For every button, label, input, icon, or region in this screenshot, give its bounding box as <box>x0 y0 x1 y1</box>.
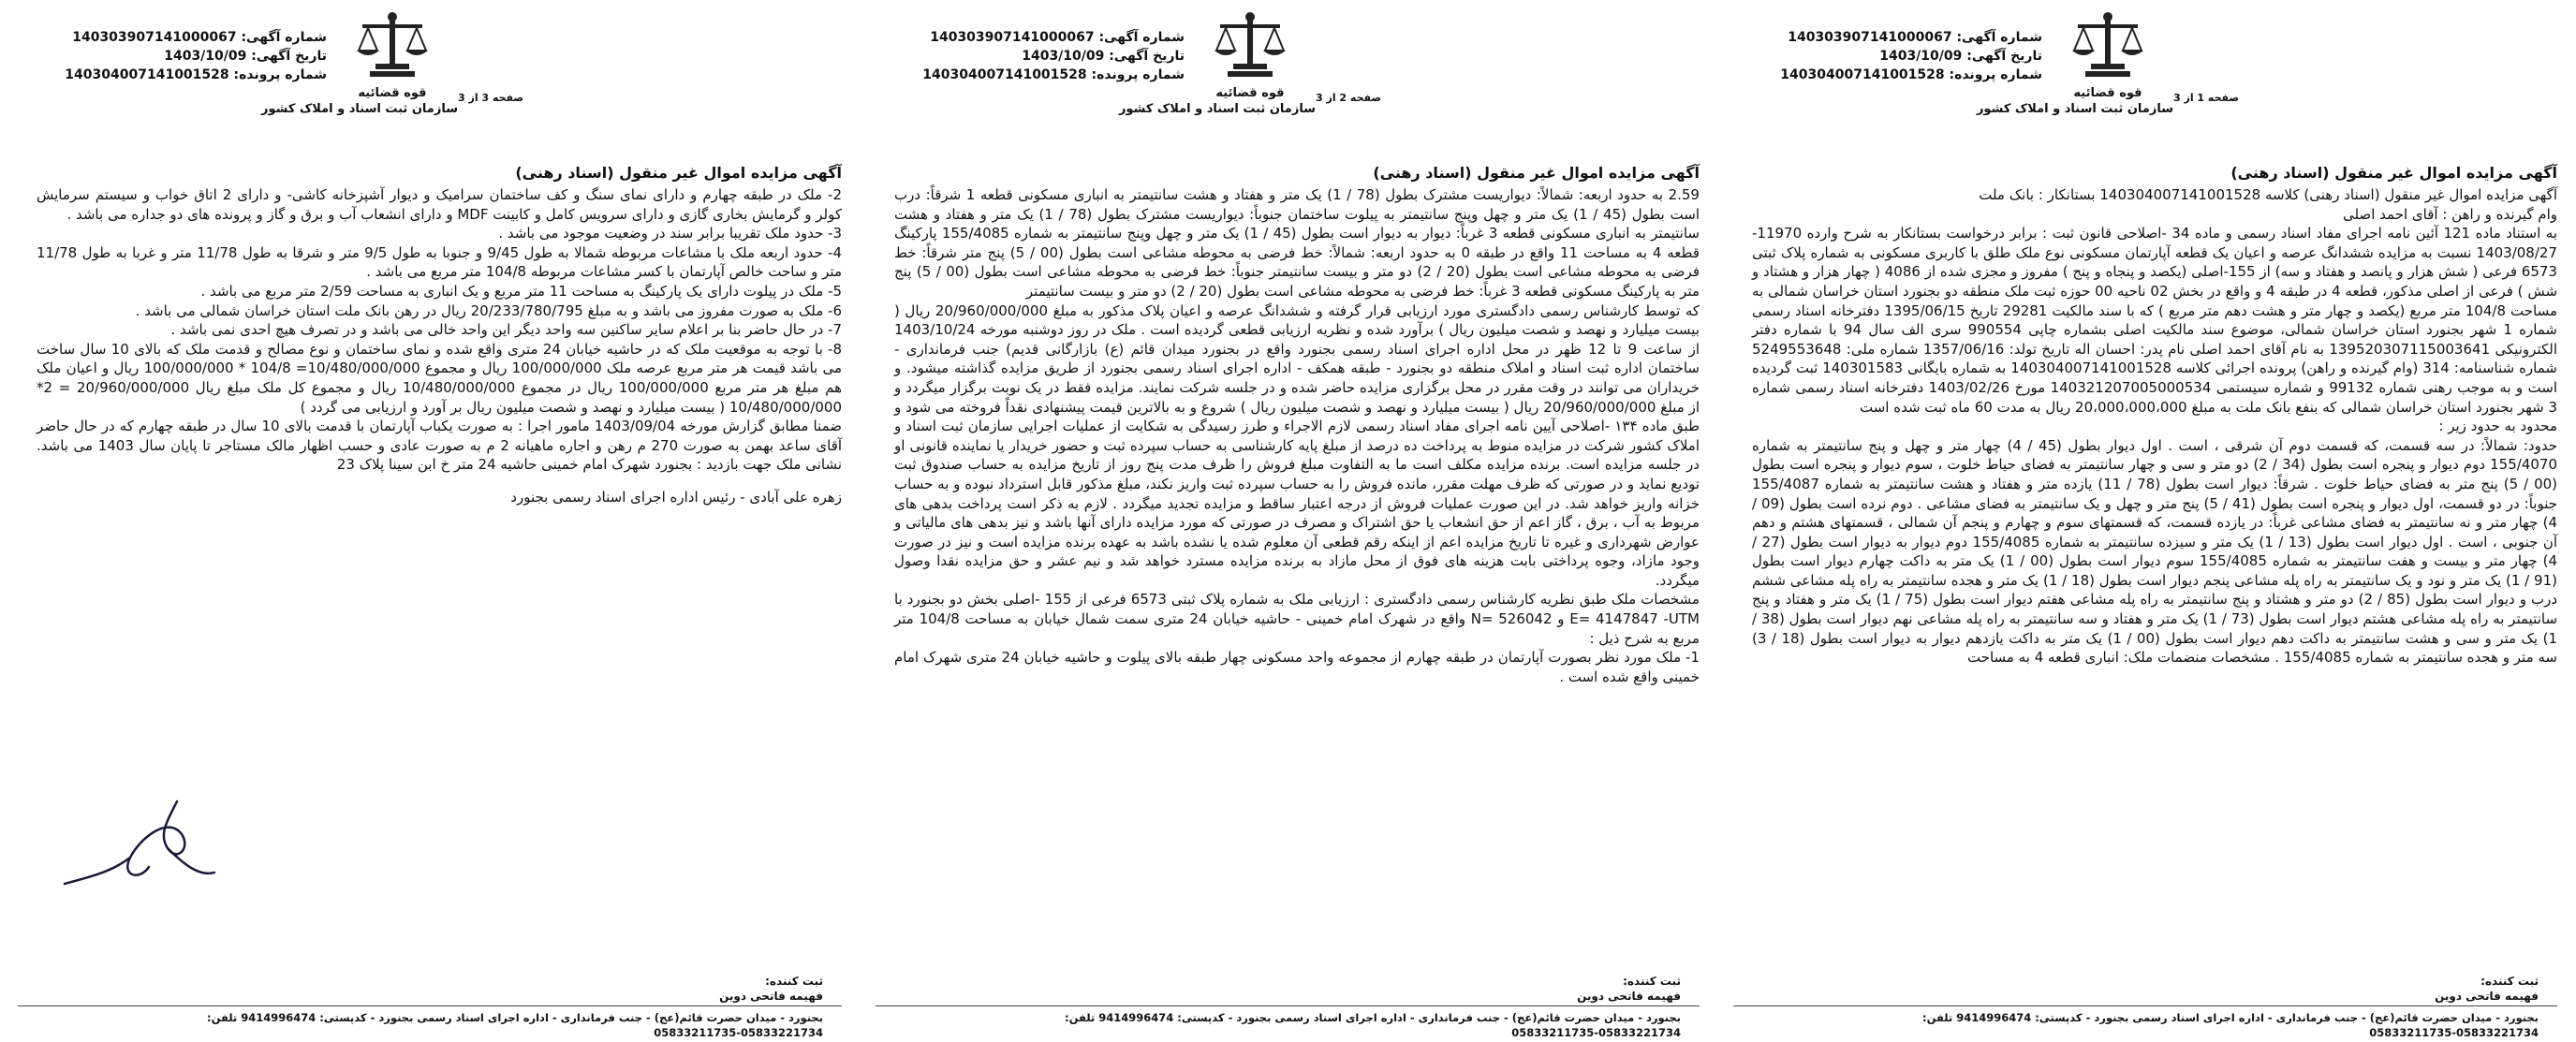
footer-divider <box>18 1005 842 1006</box>
notice-date-label: تاریخ آگهی: <box>1966 49 2042 64</box>
registrar-name: فهیمه فاتحی دوین <box>2435 990 2539 1003</box>
notice-title: آگهی مزایده اموال غیر منقول (اسناد رهنی) <box>1373 164 1700 182</box>
paragraph: 5- ملک در پیلوت دارای یک پارکینگ به مساحت 11 متر مربع و یک انباری به مساحت 2/59 متر مربع می باشد . <box>200 282 842 300</box>
office-address: بجنورد - میدان حضرت قائم(عج) - جنب فرمانداری - اداره اجرای اسناد رسمی بجنورد - کدپستی: 9414996474 تلفن: <box>1065 1011 1681 1024</box>
notice-body <box>1752 185 2557 668</box>
notice-meta <box>876 28 1185 84</box>
paragraph: به استناد ماده 121 آئین نامه اجرای مفاد اسناد رسمی و ماده 34 -اصلاحی قانون ثبت : برابر درخواست بستانکار به شرح وارده 11970- 1403/08/27 نسبت به مزایده ششدانگ عرصه و اعیان یک قطعه آپارتمان مسکونی نوع ملک طلق با کاربری مسکونی به شماره پلاک ثبتی 6573 فرعی ( شش هزار و پانصد و هفتاد و سه) از 155-اصلی (یکصد و پنجاه و پنج ) مفروز و مجزی شده از 4086 ( چهار هزار و هشتاد و شش ) فرعی از اصلی مذکور، قطعه 4 در طبقه 4 و واقع در بخش 02 ناحیه 00 حوزه ثبت ملک منطقه دو بجنورد استان خراسان شمالی به مساحت 104/8 متر مربع (یکصد و چهار متر و هشت دهم متر مربع ) که با سند مالکیت 29281 تاریخ 1395/06/15 دفترخانه اسناد رسمی شماره 1 شهر بجنورد استان خراسان شمالی، موضوع سند مالکیت اصلی بشماره چاپی 990554 سری الف سال 94 با شماره دفتر الکترونیکی 139520307115003641 به نام آقای احمد اصلی نام پدر: احسان اله تاریخ تولد: 1357/06/16 شماره ملی: 5249553648 شماره شناسنامه: 314 (وام گیرنده و راهن) پرونده اجرائی کلاسه 140304007141001528 به شماره بایگانی 140301583 ثبت گردیده است و به موجب رهنی شماره 99132 و شماره سیستمی 140321207005000534 مورخ 1403/02/26 دفترخانه اسناد رسمی شماره 3 شهر بجنورد استان خراسان شمالی که بنفع بانک ملت به مبلغ 20،000،000،000 ریال به مدت 60 ماه ثبت شده است <box>1752 225 2558 416</box>
footer <box>1733 974 2557 1040</box>
page-label: صفحه 1 از 3 <box>2173 92 2240 104</box>
notice-number-label: شماره آگهی: <box>241 30 327 45</box>
scales-emblem-icon <box>355 9 430 84</box>
notice-title: آگهی مزایده اموال غیر منقول (اسناد رهنی) <box>2230 164 2557 182</box>
registrar-name: فهیمه فاتحی دوین <box>719 990 823 1003</box>
paragraph: 7- در حال حاضر بنا بر اعلام سایر ساکنین سه واحد دیگر این واحد خالی می باشد و در تصرف هیچ احدی نمی باشد . <box>170 321 842 339</box>
notice-title: آگهی مزایده اموال غیر منقول (اسناد رهنی) <box>515 164 842 182</box>
office-phones: 05833211735-05833221734 <box>2369 1026 2539 1039</box>
office-phones: 05833211735-05833221734 <box>654 1026 823 1039</box>
paragraph: 6- ملک به صورت مفروز می باشد و به مبلغ 20/233/780/795 ریال در رهن بانک ملت استان خراسان شمالی می باشد . <box>135 301 842 319</box>
org-subtitle: قوه قضائیه <box>2073 86 2142 100</box>
page-1 <box>1733 0 2576 1042</box>
paragraph: محدود به حدود زیر : <box>2438 418 2557 435</box>
file-number-label: شماره پرونده: <box>1949 67 2042 82</box>
office-phones: 05833211735-05833221734 <box>1511 1026 1681 1039</box>
office-address: بجنورد - میدان حضرت قائم(عج) - جنب فرمانداری - اداره اجرای اسناد رسمی بجنورد - کدپستی: 9414996474 تلفن: <box>1922 1011 2539 1024</box>
handwritten-signature <box>27 783 233 895</box>
org-name: سازمان ثبت اسناد و املاک کشور <box>1118 102 1316 116</box>
notice-number-label: شماره آگهی: <box>1956 30 2042 45</box>
paragraph: 2- ملک در طبقه چهارم و دارای نمای سنگ و کف ساختمان سرامیک و دیوار آشپزخانه کاشی- و دارای 2 اتاق خواب و سیستم سرمایش کولر و گرمایش بخاری گازی و دارای سرویس کامل و کابینت MDF و دارای انشعاب آب و برق و گاز و پرونده های دو جداره می باشد . <box>37 186 842 223</box>
notice-number: 140303907141000067 <box>930 30 1095 45</box>
org-name: سازمان ثبت اسناد و املاک کشور <box>260 102 458 116</box>
registrar-label: ثبت کننده: <box>1623 975 1681 988</box>
page-label: صفحه 3 از 3 <box>458 92 524 104</box>
paragraph: 2.59 به حدود اربعه: شمالاً: دیواریست مشترک بطول (78 / 1) یک متر و هفتاد و هشت سانتیمتر به انباری مسکونی قطعه 1 شرقاً: درب است بطول (45 / 1) یک متر و چهل وپنج سانتیمتر به پیلوت ساختمان جنوباً: دیواریست مشترک بطول (78 / 1) یک متر و هفتاد و هشت سانتیمتر به انباری مسکونی قطعه 3 غرباً: دیوار به دیوار است بطول (45 / 1) یک متر و چهل وپنج سانتیمتر به شماره 155/4085 پارکینگ قطعه 4 به مساحت 11 واقع در طبقه 0 به حدود اربعه: شمالاً: خط فرضی به محوطه مشاعی است بطول (00 / 5) پنج متر شرقاً: خط فرضی به محوطه مشاعی است بطول (20 / 2) دو متر و بیست سانتیمتر جنوباً: خط فرضی به محوطه مشاعی است بطول (00 / 5) پنج متر به پارکینگ مسکونی قطعه 3 غرباً: خط فرضی به محوطه مشاعی است بطول (20 / 2) دو متر و بیست سانتیمتر <box>894 186 1700 300</box>
footer <box>876 974 1700 1040</box>
notice-meta <box>1733 28 2042 84</box>
registrar-name: فهیمه فاتحی دوین <box>1577 990 1681 1003</box>
file-number-label: شماره پرونده: <box>1091 67 1185 82</box>
file-number-label: شماره پرونده: <box>233 67 327 82</box>
signatory: زهره علی آبادی - رئیس اداره اجرای اسناد رسمی بجنورد <box>510 488 842 506</box>
registrar-label: ثبت کننده: <box>2480 975 2539 988</box>
notice-date-label: تاریخ آگهی: <box>1109 49 1185 64</box>
footer-divider <box>1733 1005 2557 1006</box>
notice-date: 1403/10/09 <box>164 49 247 64</box>
notice-number: 140303907141000067 <box>72 30 237 45</box>
paragraph: که توسط کارشناس رسمی دادگستری مورد ارزیابی قرار گرفته و ششدانگ عرصه و اعیان پلاک مذکور به مبلغ 20/960/000/000 ریال ( بیست میلیارد و نهصد و شصت میلیون ریال ) برآورد شده و نظریه ارزیابی قطعی گردیده است . ملک در روز دوشنبه مورخه 1403/10/24 از ساعت 9 تا 12 ظهر در محل اداره اجرای اسناد رسمی بجنورد واقع در بجنورد میدان قائم (ع) بازارگانی قدیم) جنب فرمانداری - ساختمان اداره ثبت اسناد و املاک منطقه دو بجنورد - طبقه همکف - اداره اجرای اسناد رسمی بجنورد از طریق مزایده گذاشته میشود. و خریداران می توانند در وقت مقرر در محل برگزاری مزایده حاضر شده و در جلسه شرکت نمایند. مزایده فقط در یک نوبت برگزار میگردد و از مبلغ 20/960/000/000 ریال ( بیست میلیارد و نهصد و شصت میلیون ریال ) شروع و به بالاترین قیمت پیشنهادی نقداً فروخته می شود و طبق ماده ۱۳۴ -اصلاحی آیین نامه اجرای مفاد اسناد رسمی لازم الاجراء و طرز رسیدگی به شکایت از عملیات اجرایی سازمان ثبت اسناد و املاک کشور شرکت در مزایده منوط به پرداخت ده درصد از مبلغ پایه کارشناسی به حساب سپرده ثبت و حضور خریدار یا نماینده قانونی او در جلسه مزایده است. برنده مزایده مکلف است ما به التفاوت مبلغ فروش را ظرف مدت پنج روز از تاریخ مزایده به حساب صندوق ثبت تودیع نماید و در صورتی که ظرف مهلت مقرر، مانده فروش را به حساب سپرده ثبت واریز نکند، مبلغ مذکور قابل استرداد نبوده و به حساب خزانه واریز خواهد شد. در این صورت عملیات فروش از درجه اعتبار ساقط و مزایده تجدید میگردد . لازم به ذکر است پرداخت بدهی های مربوط به آب ، برق ، گاز اعم از حق انشعاب یا حق اشتراک و مصرف در صورتی که مورد مزایده دارای آنها باشد و نیز بدهی های مالیاتی و عوارض شهرداری و غیره تا تاریخ مزایده اعم از اینکه رقم قطعی آن معلوم شده یا نشده باشد به عهده برنده مزایده است و نیز در صورت وجود مازاد، وجوه پرداختی بابت هزینه های فوق از محل مازاد به برنده مزایده مسترد خواهد شد و نیم عشر و حق مزایده نقدا وصول میگردد. <box>894 301 1700 589</box>
org-name: سازمان ثبت اسناد و املاک کشور <box>1976 102 2173 116</box>
paragraph: آگهی مزایده اموال غیر منقول (اسناد رهنی) کلاسه 140304007141001528 بستانکار : بانک ملت <box>1979 186 2557 203</box>
paragraph: 3- حدود ملک تقریبا برابر سند در وضعیت موجود می باشد . <box>498 225 842 242</box>
paragraph: ضمنا مطابق گزارش مورخه 1403/09/04 مامور اجرا : به صورت یکباب آپارتمان با قدمت بالای 10 سال در طبقه چهارم که در حال حاضر آقای ساعد بهمن به صورت 270 م رهن و اجاره ماهیانه 2 م به صورت عادی و حسب اظهار مالک مستاجر تا پایان سال 1403 می باشد. نشانی ملک جهت بازدید : بجنورد شهرک امام خمینی حاشیه 24 متر خ ابن سینا پلاک 23 <box>37 418 842 474</box>
file-number: 140304007141001528 <box>922 67 1087 82</box>
org-subtitle: قوه قضائیه <box>358 86 427 100</box>
notice-date: 1403/10/09 <box>1022 49 1105 64</box>
notice-number: 140303907141000067 <box>1788 30 1952 45</box>
notice-body <box>894 185 1700 686</box>
file-number: 140304007141001528 <box>1780 67 1945 82</box>
page-2 <box>876 0 1718 1042</box>
paragraph: 1- ملک مورد نظر بصورت آپارتمان در طبقه چهارم از مجموعه واحد مسکونی چهار طبقه بالای پیلوت و حاشیه خیابان 24 متری شهرک امام خمینی واقع شده است . <box>894 649 1700 685</box>
notice-number-label: شماره آگهی: <box>1098 30 1185 45</box>
paragraph: وام گیرنده و راهن : آقای احمد اصلی <box>2343 205 2557 223</box>
registrar-label: ثبت کننده: <box>765 975 823 988</box>
notice-date-label: تاریخ آگهی: <box>251 49 327 64</box>
paragraph: 8- با توجه به موقعیت ملک که در حاشیه خیابان 24 متری واقع شده و نمای ساختمان و نوع مصالح و قدمت ملک که بالای 10 سال ساخت می باشد قیمت هر متر مربع عرصه ملک 100/000/000 ریال و مجموع 10/480/000/000= 104/8 * 100/000/000 ریال و اعیان ملک هم مبلغ هر متر مربع 100/000/000 ریال در مجموع 10/480/000/000 ریال و مجموع کل ملک مبلغ ریال 20/960/000/000 = 2* 10/480/000/000 ( بیست میلیارد و نهصد و شصت میلیون ریال بر آورد و ارزیابی می گردد ) <box>37 340 843 416</box>
office-address: بجنورد - میدان حضرت قائم(عج) - جنب فرمانداری - اداره اجرای اسناد رسمی بجنورد - کدپستی: 9414996474 تلفن: <box>207 1011 823 1024</box>
footer-divider <box>876 1005 1700 1006</box>
paragraph: حدود: شمالاً: در سه قسمت، که قسمت دوم آن شرقی ، است . اول دیوار بطول (45 / 4) چهار متر و چهل و پنج سانتیمتر به شماره 155/4070 دوم دیوار و پنجره است بطول (34 / 2) دو متر و سی و چهار سانتیمتر به فضای حیاط خلوت ، سوم دیوار و پنجره است بطول (00 / 5) پنج متر به فضای حیاط خلوت . شرقاً: دیوار است بطول (78 / 11) یازده متر و هفتاد و هشت سانتیمتر به شماره 155/4087 جنوباً: در دو قسمت، اول دیوار و پنجره است بطول (41 / 5) پنج متر و چهل و یک سانتیمتر به فضای مشاعی . دوم نرده است بطول (09 / 4) چهار متر و نه سانتیمتر به فضای مشاعی غرباً: در یازده قسمت، که قسمتهای سوم و چهارم و پنجم آن شمالی ، قسمتهای هشتم و دهم آن جنوبی ، است . اول دیوار است بطول (13 / 1) یک متر و سیزده سانتیمتر به شماره 155/4085 دوم دیوار به دیوار است بطول (27 / 4) چهار متر و بیست و هفت سانتیمتر به شماره 155/4085 سوم دیوار است بطول (00 / 1) یک متر به داکت چهارم دیوار است بطول (91 / 1) یک متر و نود و یک سانتیمتر به راه پله مشاعی پنجم دیوار است بطول (18 / 1) یک متر و هجده سانتیمتر به راه پله مشاعی ششم درب و دیوار است بطول (85 / 2) دو متر و هشتاد و پنج سانتیمتر به راه پله مشاعی هفتم دیوار است بطول (75 / 1) یک متر و هفتاد و پنج سانتیمتر به راه پله مشاعی هشتم دیوار است بطول (73 / 1) یک متر و هفتاد و سه سانتیمتر به راه پله مشاعی نهم دیوار است بطول (38 / 1) یک متر و سی و هشت سانتیمتر به داکت دهم دیوار است بطول (00 / 1) یک متر به داکت یازدهم دیوار به دیوار است بطول (18 / 3) سه متر و هجده سانتیمتر به شماره 155/4085 . مشخصات منضمات ملک: انباری قطعه 4 به مساحت <box>1752 436 2558 667</box>
notice-date: 1403/10/09 <box>1879 49 1963 64</box>
footer <box>18 974 842 1040</box>
page-3 <box>18 0 861 1042</box>
org-subtitle: قوه قضائیه <box>1215 86 1285 100</box>
scales-emblem-icon <box>1213 9 1288 84</box>
paragraph: مشخصات ملک طبق نظریه کارشناس رسمی دادگستری : ارزیابی ملک به شماره پلاک ثبتی 6573 فرعی از 155 -اصلی بخش دو بجنورد با E= 4147847 -UTM و N= 526042 واقع در شهرک امام خمینی - حاشیه خیابان 24 متری سمت شمال خیابان به مساحت 104/8 متر مربع به شرح ذیل : <box>894 591 1700 647</box>
notice-body <box>37 185 842 507</box>
page-label: صفحه 2 از 3 <box>1316 92 1382 104</box>
file-number: 140304007141001528 <box>65 67 229 82</box>
paragraph: 4- حدود اربعه ملک با مشاعات مربوطه شمالا به طول 9/45 و جنوبا به طول 9/5 متر و شرقا به طول 11/78 متر و غربا به طول 11/78 متر و ساحت خالص آپارتمان با کسر مشاعات مربوطه 104/8 متر مربع می باشد . <box>37 243 842 281</box>
notice-meta <box>18 28 327 84</box>
scales-emblem-icon <box>2070 9 2145 84</box>
